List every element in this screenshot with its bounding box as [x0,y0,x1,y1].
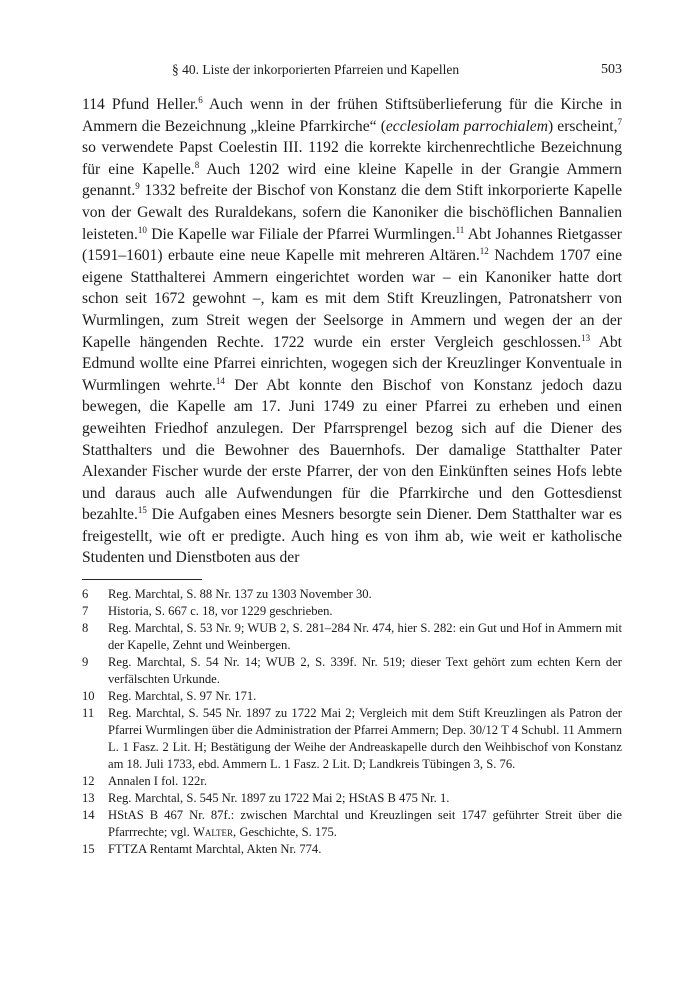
footnote-number: 6 [82,587,89,602]
footnote [82,586,622,603]
footnotes [82,586,622,858]
footnote-text: Reg. Marchtal, S. 545 Nr. 1897 zu 1722 Mai 2; Vergleich mit dem Stift Kreuzlingen als Patron der Pfarrei Wurmlingen über die Administration der Pfarrei Ammern; Dep. 30/12 T 4 Schubl. 11 Ammern L. 1 Fasz. 2 Lit. H; Bestätigung der Weihe der Andreaskapelle durch den Weihbischof von Konstanz am 18. Juli 1733, ebd. Ammern L. 1 Fasz. 2 Lit. D; Landkreis Tübingen 3, S. 76. [108,706,622,772]
footnote-ref[interactable]: 7 [617,116,622,127]
footnote-text: Historia, S. 667 c. 18, vor 1229 geschrieben. [108,604,333,619]
footnote [82,603,622,620]
footnote-text [108,807,622,841]
text-run: HStAS B 467 Nr. 87f.: zwischen Marchtal und Kreuzlingen seit 1747 geführter Streit über die Pfarrrechte; vgl. [108,808,622,840]
text-run: Auch wenn in der frühen Stiftsüberlieferung für die Kirche in Ammern die Bezeichnung „kleine Pfarrkirche“ ( [82,96,622,135]
text-run: 1332 befreite der Bischof von Konstanz die dem Stift inkorporierte Kapelle von der Gewalt des Ruraldekans, sofern die Kanoniker die bischöflichen Bannalien leisteten. [82,182,622,243]
text-run: Die Aufgaben eines Mesners besorgte sein Diener. Dem Statthalter war es freigestellt, wie oft er predigte. Auch hing es von ihm ab, wie weit er katholische Studenten und Dienstboten aus der [82,506,622,567]
footnote-ref[interactable]: 11 [455,224,465,235]
running-head [82,60,622,84]
footnote [82,688,622,705]
text-run: Auch 1202 wird eine kleine Kapelle in der Grangie Ammern genannt. [82,160,622,200]
footnote-text: Reg. Marchtal, S. 88 Nr. 137 zu 1303 November 30. [108,587,372,602]
footnote-number: 14 [82,808,95,823]
footnote-text: Reg. Marchtal, S. 97 Nr. 171. [108,689,257,704]
text-run: so verwendete Papst Coelestin III. 1192 die korrekte kirchenrechtliche Bezeichnung für eine Kapelle. [82,139,622,178]
footnote [82,705,622,773]
footnote-ref[interactable]: 12 [479,245,489,256]
footnote [82,790,622,807]
text-run: Abt Johannes Rietgasser (1591–1601) erbaute eine neue Kapelle mit mehreren Altären. [82,225,622,265]
footnote-ref[interactable]: 9 [135,181,140,192]
footnote-text: Annalen I fol. 122r. [108,774,207,789]
text-run: Die Kapelle war Filiale der Pfarrei Wurmlingen. [146,225,456,243]
footnote-ref[interactable]: 10 [137,224,147,235]
footnote-number: 7 [82,604,89,619]
text-run: Der Abt konnte den Bischof von Konstanz jedoch dazu bewegen, die Kapelle am 17. Juni 1749 zu einer Pfarrei zu erheben und einen geweihten Friedhof anzulegen. Der Pfarrsprengel bezog sich auf die Diener des Statthalters und die Bewohner des Bauernhofs. Der damalige Statthalter Pater Alexander Fischer wurde der erste Pfarrer, der von den Einkünften seines Hofs lebte und daraus auch alle Aufwendungen für die Pfarrkirche und den Gottesdienst bezahlte. [82,376,622,524]
footnote-text: Reg. Marchtal, S. 54 Nr. 14; WUB 2, S. 339f. Nr. 519; dieser Text gehört zum echten Kern der verfälschten Urkunde. [108,655,622,687]
footnote [82,773,622,790]
footnote [82,807,622,841]
footnote-ref[interactable]: 6 [198,94,203,105]
text-run: Abt Edmund wollte eine Pfarrei einrichten, wogegen sich der Kreuzlinger Konventuale in Wurmlingen wehrte. [82,333,622,394]
latin-term: ecclesiolam parrochialem [385,117,548,135]
footnote-text: FTTZA Rentamt Marchtal, Akten Nr. 774. [108,842,322,857]
book-page [82,60,622,858]
footnote-number: 11 [82,706,95,721]
footnote-ref[interactable]: 8 [194,159,200,170]
author-name: Walter [192,825,234,840]
footnote-ref[interactable]: 15 [137,505,147,516]
footnote [82,620,622,654]
page-number: 503 [601,62,622,77]
text-run: , Geschichte, S. 175. [233,825,337,840]
text-run: Nachdem 1707 eine eigene Statthalterei Ammern eingerichtet worden war – ein Kanoniker hatte dort schon seit 1672 gewohnt –, kam es mit dem Stift Kreuzlingen, Patronatsherr von Wurmlingen, zum Streit wegen der Seelsorge in Ammern und wegen der an der Kapelle hängenden Rechte. 1722 wurde ein erster Vergleich geschlossen. [82,247,622,351]
footnote-number: 15 [82,842,95,857]
footnote-number: 10 [82,689,95,704]
footnote-text: Reg. Marchtal, S. 545 Nr. 1897 zu 1722 Mai 2; HStAS B 475 Nr. 1. [108,791,450,806]
footnote [82,841,622,858]
main-text [82,94,622,569]
text-run: ) erscheint, [547,117,618,135]
footnote-number: 13 [82,791,95,806]
text-run: 114 Pfund Heller. [82,96,199,113]
footnote-ref[interactable]: 14 [215,375,225,386]
footnote-number: 12 [82,774,95,789]
footnote-divider [82,579,202,580]
running-head-title: § 40. Liste der inkorporierten Pfarreien und Kapellen [172,62,460,77]
footnote-ref[interactable]: 13 [581,332,591,343]
footnote-number: 8 [82,621,89,636]
paragraph [82,94,622,569]
footnote-text: Reg. Marchtal, S. 53 Nr. 9; WUB 2, S. 281–284 Nr. 474, hier S. 282: ein Gut und Hof in Ammern mit der Kapelle, Zehnt und Weinbergen. [108,621,622,653]
footnote-number: 9 [82,655,89,670]
footnote [82,654,622,688]
